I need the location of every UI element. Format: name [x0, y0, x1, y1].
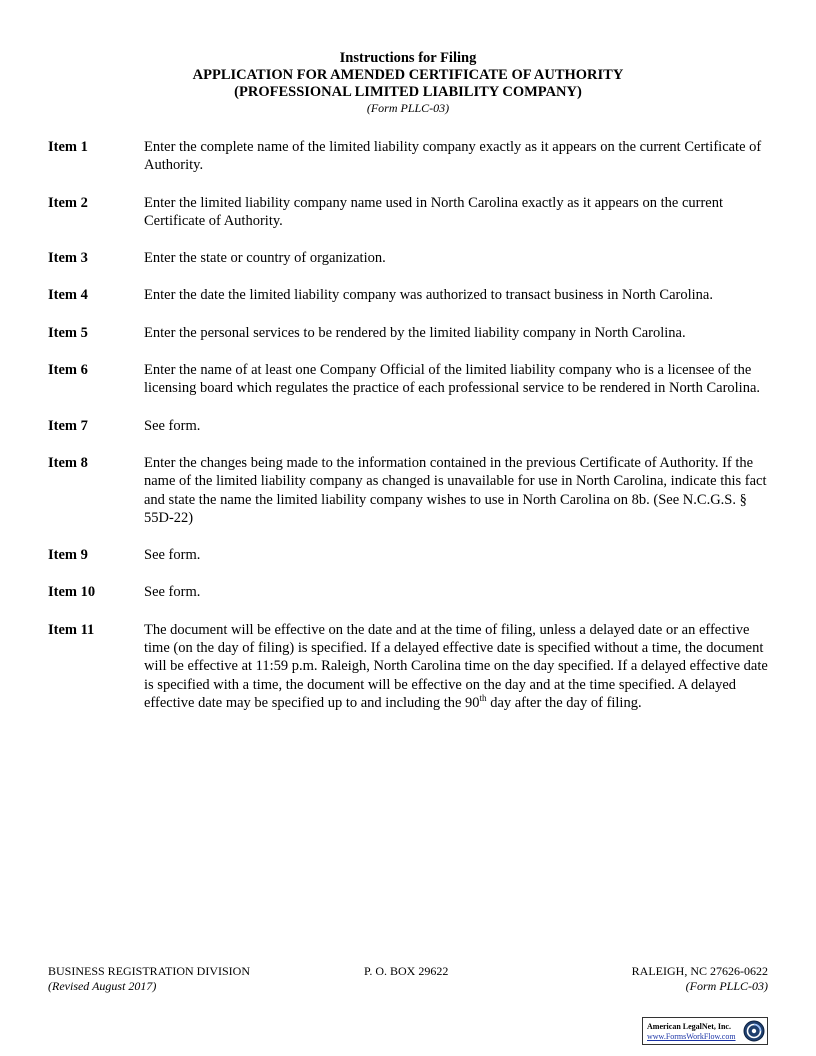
item-label: Item 7: [48, 417, 88, 434]
footer-division: BUSINESS REGISTRATION DIVISION: [48, 964, 251, 978]
header-instructions-title: Instructions for Filing: [339, 50, 477, 66]
ordinal-suffix: th: [479, 693, 487, 704]
item-label: Item 4: [48, 287, 88, 304]
item-label: Item 9: [48, 547, 88, 564]
instruction-item-11: [48, 621, 770, 712]
footer-revision-row: [48, 979, 768, 994]
workflow-logo-icon: [743, 1020, 765, 1042]
instruction-item-9: [48, 546, 770, 564]
instruction-item-4: [48, 286, 770, 304]
instruction-item-10: [48, 583, 770, 601]
item-text: Enter the personal services to be rendered by the limited liability company in North Carolina.: [144, 324, 686, 341]
item-text-main: The document will be effective on the date and at the time of filing, unless a delayed date or an effective time (on the day of filing) is specified. If a delayed effective date is specified without a time, the document will be effective at 11:59 p.m. Raleigh, North Carolina time on the day specified. If a delayed effective date is specified with a time, the document will be effective on the day and at the time specified. A delayed effective date may be specified up to and including the 90: [144, 621, 768, 711]
footer-revised-date: (Revised August 2017): [48, 979, 157, 993]
item-label: Item 3: [48, 250, 88, 267]
item-text-end: day after the day of filing.: [486, 694, 642, 711]
item-text: Enter the name of at least one Company Official of the limited liability company who is a licensee of the licensing board which regulates the practice of each professional service to be rendered in North Carolina.: [144, 362, 761, 397]
item-text: [144, 621, 770, 712]
footer-address-row: [48, 964, 768, 979]
item-label: Item 6: [48, 362, 88, 379]
header-form-id: (Form PLLC-03): [366, 101, 450, 115]
item-label: Item 1: [48, 139, 88, 155]
badge-url-link[interactable]: www.FormsWorkFlow.com: [647, 1032, 736, 1041]
document-footer: [48, 964, 768, 994]
footer-form-id: (Form PLLC-03): [685, 979, 768, 993]
item-label: Item 8: [48, 454, 88, 471]
item-label: Item 2: [48, 194, 88, 211]
item-text: Enter the changes being made to the information contained in the previous Certificate of Authority. If the name of the limited liability company as changed is unavailable for use in North Carolina, indicate this fact and state the name the limited liability company wishes to use in North Carolina on 8b. (See N.C.G.S. § 55D-22): [144, 454, 767, 526]
item-text: Enter the date the limited liability company was authorized to transact business in North Carolina.: [144, 287, 713, 304]
instruction-items-list: [48, 138, 770, 731]
instruction-item-3: [48, 249, 770, 267]
item-text: See form.: [144, 584, 201, 601]
item-text: Enter the complete name of the limited liability company exactly as it appears on the current Certificate of Authority.: [144, 139, 762, 174]
item-text: Enter the state or country of organization.: [144, 250, 386, 267]
item-text: See form.: [144, 547, 201, 564]
item-label: Item 11: [48, 621, 95, 638]
header-application-title: APPLICATION FOR AMENDED CERTIFICATE OF AUTHORITY: [192, 67, 624, 83]
footer-city: RALEIGH, NC 27626-0622: [631, 964, 768, 978]
instruction-item-5: [48, 324, 770, 342]
item-label: Item 5: [48, 324, 88, 341]
document-header: [0, 50, 816, 116]
instruction-item-1: [48, 138, 770, 175]
instruction-item-6: [48, 361, 770, 398]
item-label: Item 10: [48, 584, 96, 601]
item-text: Enter the limited liability company name used in North Carolina exactly as it appears on the current Certificate of Authority.: [144, 194, 724, 229]
instruction-item-7: [48, 417, 770, 435]
instruction-item-8: [48, 454, 770, 527]
header-company-type: (PROFESSIONAL LIMITED LIABILITY COMPANY): [234, 84, 582, 100]
item-text: See form.: [144, 417, 201, 434]
instruction-item-2: [48, 194, 770, 231]
american-legalnet-badge: [642, 1017, 768, 1045]
badge-company-name: American LegalNet, Inc.: [647, 1022, 731, 1031]
footer-po-box: P. O. BOX 29622: [364, 964, 449, 978]
